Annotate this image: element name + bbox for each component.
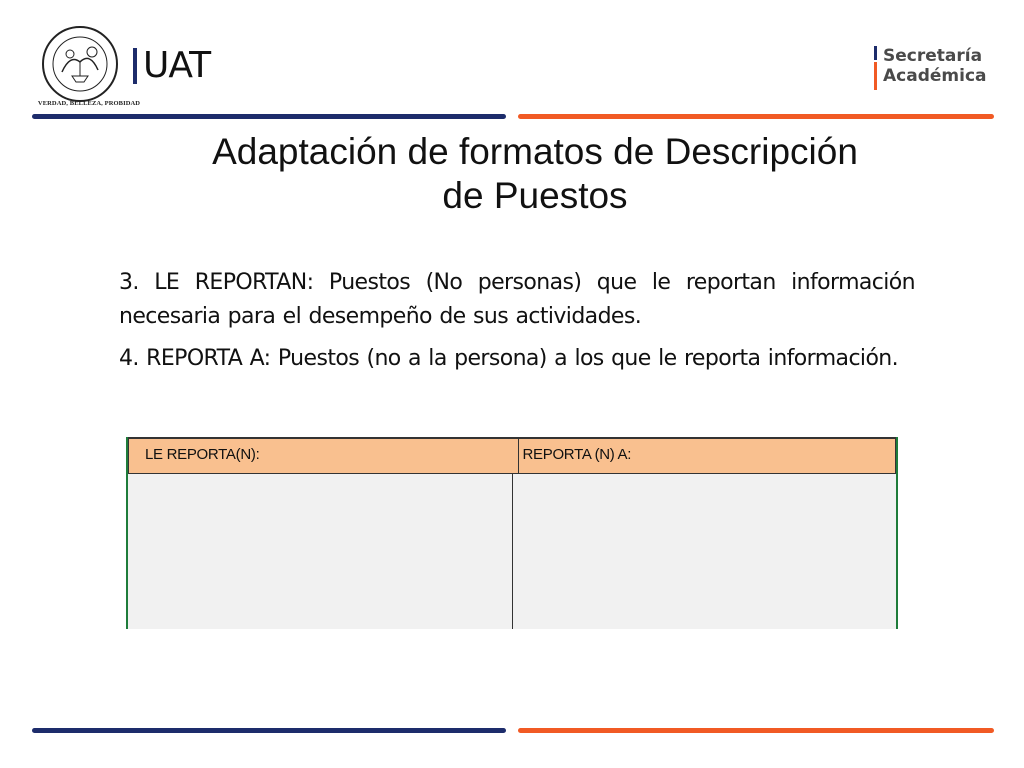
reporta-a-text: Puestos (no a la persona) a los que le reporta información.	[270, 346, 899, 371]
secretaria-logo-bars	[874, 46, 877, 90]
secretaria-logo-line1: Secretaría	[883, 46, 983, 66]
form-cell-reporta-a[interactable]	[512, 474, 897, 629]
university-seal-logo	[40, 24, 120, 104]
form-header-le-reportan: LE REPORTA(N):	[145, 446, 260, 463]
slide-title-line2: de Puestos	[442, 175, 628, 216]
paragraph-le-reportan	[119, 266, 915, 334]
paragraph-reporta-a	[119, 342, 915, 376]
reporting-form-table	[126, 437, 898, 629]
slide-title-line1: Adaptación de formatos de Descripción	[212, 131, 858, 172]
uat-logo-bar	[133, 48, 137, 84]
form-body-row	[128, 474, 896, 629]
form-cell-le-reportan[interactable]	[128, 474, 512, 629]
top-rule-orange	[518, 114, 994, 119]
form-header-reporta-a: REPORTA (N) A:	[518, 439, 896, 473]
le-reportan-label: 3. LE REPORTAN:	[119, 270, 314, 295]
slide-body	[119, 266, 915, 440]
uat-logo	[133, 46, 210, 86]
form-header-row	[128, 437, 896, 474]
slide-title	[130, 130, 940, 218]
reporta-a-label: 4. REPORTA A:	[119, 346, 271, 371]
uat-logo-text: UAT	[143, 45, 211, 86]
seal-motto: VERDAD, BELLEZA, PROBIDAD	[37, 100, 141, 107]
bottom-rule-navy	[32, 728, 506, 733]
secretaria-logo-line2: Académica	[883, 66, 987, 86]
le-reportan-text: Puestos (No personas) que le reportan información necesaria para el desempeño de sus actividades.	[119, 270, 915, 329]
secretaria-academica-logo	[874, 46, 987, 90]
top-rule-navy	[32, 114, 506, 119]
bottom-rule-orange	[518, 728, 994, 733]
